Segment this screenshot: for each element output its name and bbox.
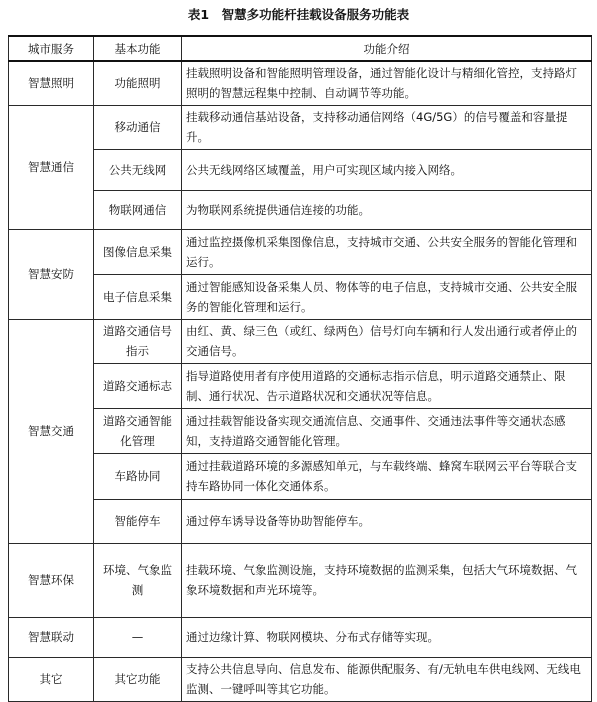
table-row — [9, 229, 592, 274]
table-row — [9, 408, 592, 453]
city-service-cell: 智慧通信 — [9, 105, 94, 229]
city-service-cell: 智慧环保 — [9, 543, 94, 617]
table-row — [9, 499, 592, 543]
city-service-cell: 智慧联动 — [9, 617, 94, 657]
function-description-cell: 通过挂载道路环境的多源感知单元，与车载终端、蜂窝车联网云平台等联合支持车路协同一体化交通体系。 — [182, 453, 592, 499]
basic-function-cell: 车路协同 — [94, 453, 182, 499]
table-row — [9, 543, 592, 617]
city-service-cell: 智慧安防 — [9, 229, 94, 319]
function-description-cell: 通过挂载智能设备实现交通流信息、交通事件、交通违法事件等交通状态感知，支持道路交通智能化管理。 — [182, 408, 592, 453]
function-description-cell: 通过监控摄像机采集图像信息，支持城市交通、公共安全服务的智能化管理和运行。 — [182, 229, 592, 274]
function-description-cell: 挂载移动通信基站设备，支持移动通信网络（4G/5G）的信号覆盖和容量提升。 — [182, 105, 592, 149]
city-service-cell: 其它 — [9, 657, 94, 701]
table-row — [9, 363, 592, 408]
service-function-table — [8, 35, 592, 702]
table-row — [9, 274, 592, 319]
table-header-row — [9, 36, 592, 61]
function-description-cell: 为物联网系统提供通信连接的功能。 — [182, 190, 592, 229]
function-description-cell: 指导道路使用者有序使用道路的交通标志指示信息，明示道路交通禁止、限制、通行状况、告示道路状况和交通状况等信息。 — [182, 363, 592, 408]
header-function-description: 功能介绍 — [182, 36, 592, 61]
function-description-cell: 通过停车诱导设备等协助智能停车。 — [182, 499, 592, 543]
function-description-cell: 公共无线网络区域覆盖，用户可实现区域内接入网络。 — [182, 149, 592, 190]
basic-function-cell: 智能停车 — [94, 499, 182, 543]
header-basic-function: 基本功能 — [94, 36, 182, 61]
header-city-service: 城市服务 — [9, 36, 94, 61]
basic-function-cell: 其它功能 — [94, 657, 182, 701]
table-row — [9, 105, 592, 149]
table-row — [9, 149, 592, 190]
table-row — [9, 453, 592, 499]
function-description-cell: 支持公共信息导向、信息发布、能源供配服务、有/无轨电车供电线网、无线电监测、一键呼叫等其它功能。 — [182, 657, 592, 701]
basic-function-cell: 道路交通信号指示 — [94, 319, 182, 363]
basic-function-cell: — — [94, 617, 182, 657]
table-row — [9, 657, 592, 701]
basic-function-cell: 电子信息采集 — [94, 274, 182, 319]
function-description-cell: 挂载照明设备和智能照明管理设备，通过智能化设计与精细化管控，支持路灯照明的智慧远程集中控制、自动调节等功能。 — [182, 61, 592, 105]
basic-function-cell: 公共无线网 — [94, 149, 182, 190]
function-description-cell: 通过智能感知设备采集人员、物体等的电子信息，支持城市交通、公共安全服务的智能化管理和运行。 — [182, 274, 592, 319]
table-row — [9, 617, 592, 657]
city-service-cell: 智慧交通 — [9, 319, 94, 543]
basic-function-cell: 环境、气象监测 — [94, 543, 182, 617]
basic-function-cell: 图像信息采集 — [94, 229, 182, 274]
basic-function-cell: 道路交通标志 — [94, 363, 182, 408]
table-row — [9, 190, 592, 229]
city-service-cell: 智慧照明 — [9, 61, 94, 105]
function-description-cell: 由红、黄、绿三色（或红、绿两色）信号灯向车辆和行人发出通行或者停止的交通信号。 — [182, 319, 592, 363]
basic-function-cell: 道路交通智能化管理 — [94, 408, 182, 453]
basic-function-cell: 功能照明 — [94, 61, 182, 105]
basic-function-cell: 物联网通信 — [94, 190, 182, 229]
basic-function-cell: 移动通信 — [94, 105, 182, 149]
table-row — [9, 61, 592, 105]
table-row — [9, 319, 592, 363]
function-description-cell: 通过边缘计算、物联网模块、分布式存储等实现。 — [182, 617, 592, 657]
table-caption: 表1 智慧多功能杆挂载设备服务功能表 — [187, 7, 410, 22]
function-description-cell: 挂载环境、气象监测设施，支持环境数据的监测采集，包括大气环境数据、气象环境数据和声光环境等。 — [182, 543, 592, 617]
